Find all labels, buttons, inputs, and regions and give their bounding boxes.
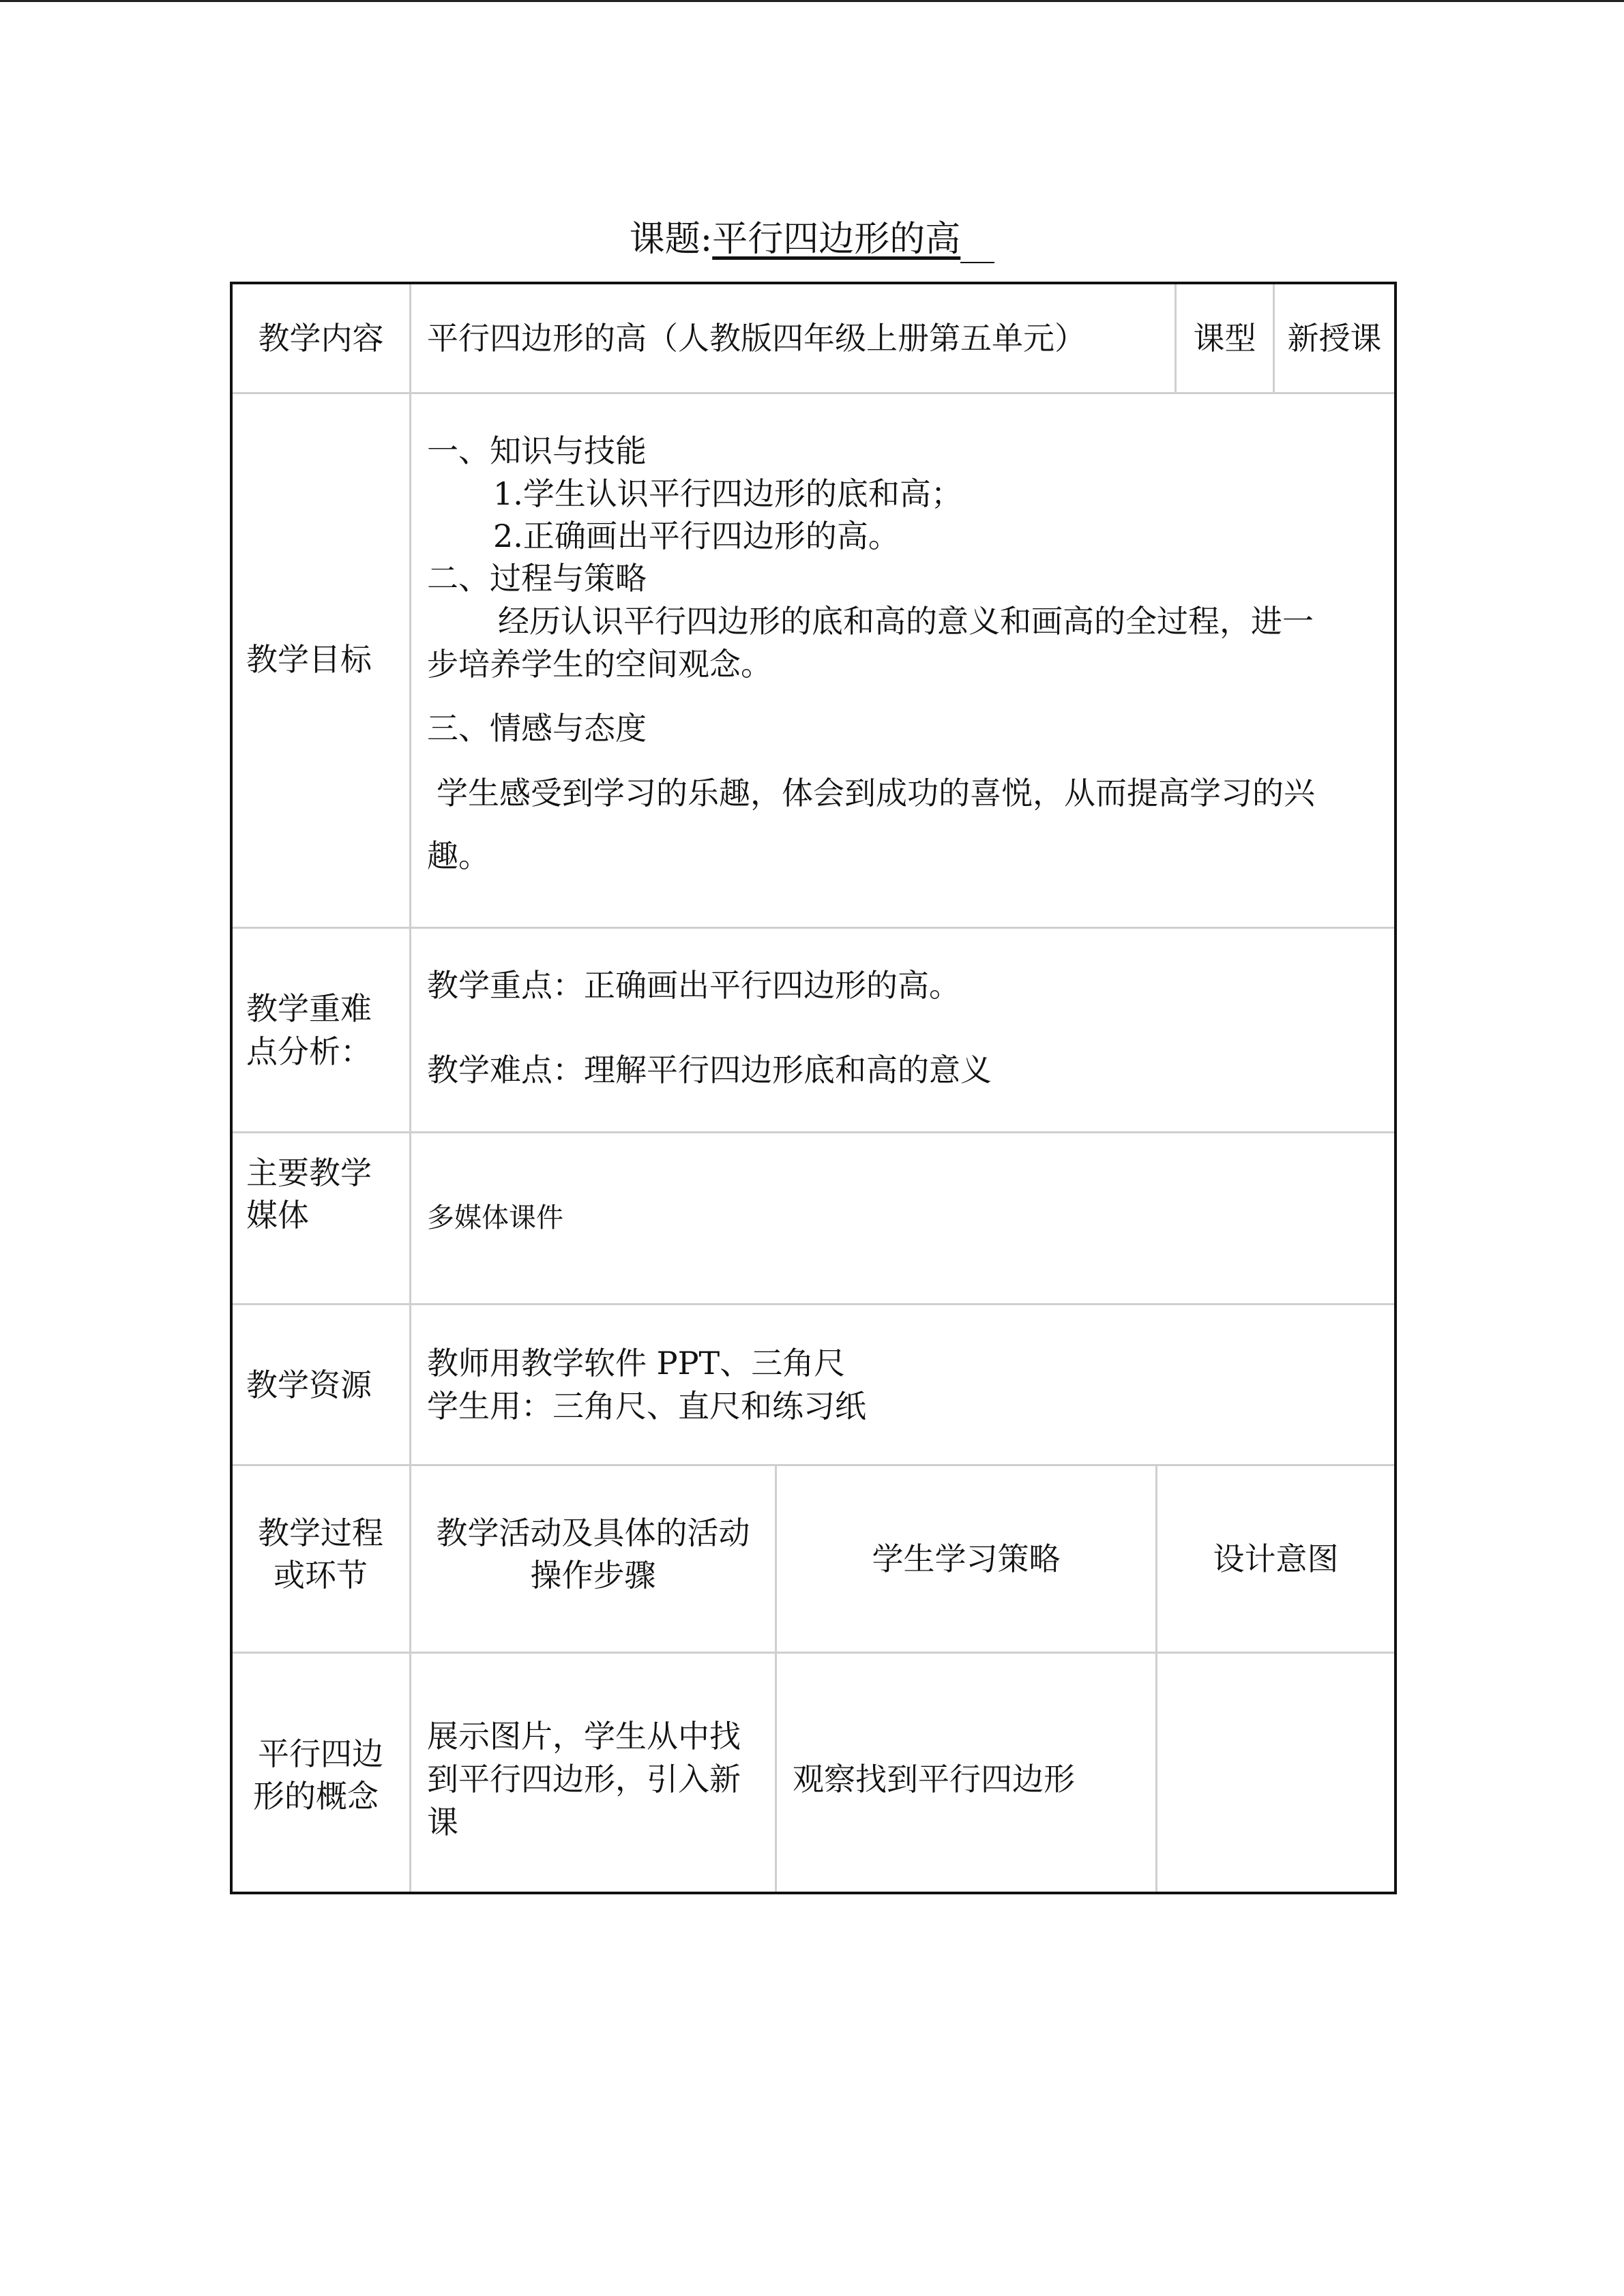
goal-text: 趣。 — [427, 837, 490, 874]
title-subject: 平行四边形的高 — [712, 219, 961, 260]
resource-line: 教师用教学软件 PPT、三角尺 — [427, 1345, 846, 1382]
content-title: 平行四边形的高 — [427, 320, 647, 357]
title-label: 课题: — [629, 219, 713, 260]
process-header-col1: 或环节 — [274, 1557, 368, 1594]
lesson-type-value: 新授课 — [1287, 320, 1382, 357]
key-point: 教学重点：正确画出平行四边形的高。 — [427, 967, 960, 1004]
process-activity: 展示图片，学生从中找 — [427, 1718, 741, 1755]
process-header-col2-line: 操作步骤 — [530, 1557, 656, 1594]
resource-line: 学生用：三角尺、直尺和练习纸 — [427, 1388, 866, 1425]
title-underline-pad — [960, 225, 994, 263]
process-header-col2 — [411, 1512, 775, 1596]
lesson-plan-table — [230, 282, 1397, 1894]
page-title — [0, 215, 1624, 263]
row-divider — [233, 1131, 1394, 1133]
media-label: 主要教学 — [246, 1154, 372, 1191]
process-header-col2-line: 教学活动及具体的活动 — [436, 1515, 750, 1551]
process-student-strategy: 观察找到平行四边形 — [793, 1761, 1075, 1798]
page-top-border — [0, 0, 1624, 2]
process-header-col4: 设计意图 — [1213, 1540, 1339, 1577]
goal-text: 步培养学生的空间观念。 — [427, 646, 772, 683]
process-step-name: 平行四边 — [258, 1735, 383, 1772]
content-value — [427, 284, 1170, 392]
process-activity: 到平行四边形，引入新 — [427, 1761, 741, 1798]
goal-item: 1.学生认识平行四边形的底和高； — [493, 475, 962, 512]
lesson-type-label: 课型 — [1193, 320, 1256, 357]
difficulty-point: 教学难点：理解平行四边形底和高的意义 — [427, 1052, 992, 1088]
process-header-col3: 学生学习策略 — [872, 1540, 1061, 1577]
row-divider — [233, 927, 1394, 929]
process-header-col1: 教学过程 — [258, 1515, 383, 1551]
col-divider — [409, 284, 411, 1892]
keypoints-label: 点分析： — [246, 1033, 372, 1070]
goal-section-2-title: 二、过程与策略 — [427, 560, 647, 597]
content-note: （人教版四年级上册第五单元） — [647, 320, 1086, 357]
resources-label: 教学资源 — [246, 1366, 372, 1403]
keypoints-label: 教学重难 — [246, 990, 372, 1027]
goal-text: 经历认识平行四边形的底和高的意义和画高的全过程，进一 — [498, 603, 1314, 640]
goal-text: 学生感受到学习的乐趣，体会到成功的喜悦，从而提高学习的兴 — [437, 775, 1315, 811]
goal-section-1-title: 一、知识与技能 — [427, 432, 647, 469]
row-divider — [233, 1652, 1394, 1654]
goal-section-3-title: 三、情感与态度 — [427, 710, 647, 747]
goals-label: 教学目标 — [246, 641, 372, 678]
process-step-name: 形的概念 — [253, 1778, 379, 1815]
goal-item: 2.正确画出平行四边形的高。 — [493, 518, 900, 554]
content-label: 教学内容 — [258, 320, 384, 357]
media-value: 多媒体课件 — [427, 1202, 563, 1234]
process-activity: 课 — [427, 1804, 458, 1840]
media-label: 媒体 — [246, 1197, 309, 1234]
